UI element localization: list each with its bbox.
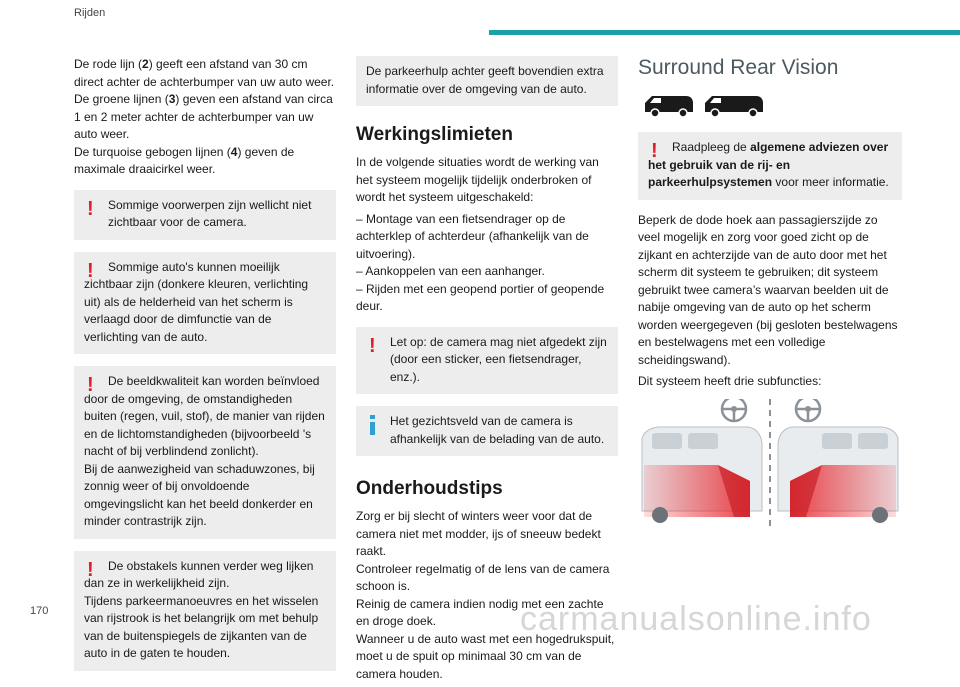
intro-paragraph: De rode lijn (2) geeft een afstand van 30 cm direct achter de achterbumper van uw auto weer. De groene lijnen (3) geven een afstand van circa 1 en 2 meter achter de achterbumper van uw auto weer. De turquoise gebogen lijnen (4) geven de maximale draaicirkel weer. (74, 57, 335, 176)
warning-notice (74, 551, 336, 671)
warning-icon: ! (87, 558, 94, 581)
watermark: carmanualsonline.info (520, 600, 872, 638)
steering-wheel-icon (722, 399, 746, 421)
column-middle (356, 56, 618, 687)
column-right (638, 56, 902, 534)
page-title: Surround Rear Vision (638, 56, 839, 79)
notice-text: Sommige auto's kunnen moeilijk zichtbaar zijn (donkere kleuren, verlichting uit) als de helderheid van het scherm is verlaagd door de dimfunctie van de verlichting van de auto. (84, 259, 309, 344)
list-item: – Montage van een fietsendrager op de achterklep of achterdeur (afhankelijk van de uitvoering). (356, 211, 589, 261)
warning-notice (74, 366, 336, 539)
tips-text: Zorg er bij slecht of winters weer voor dat de camera niet met modder, ijs of sneeuw bedekt raakt. Controleer regelmatig of de lens van de camera schoon is. Reinig de camera indien nodig met een zachte en droge doek. Wanneer u de auto wast met een hogedrukspuit, moet u de spuit op minimaal 30 cm van de camera houden. (356, 509, 615, 681)
body-paragraph-2: Dit systeem heeft drie subfuncties: (638, 374, 822, 388)
limits-list (356, 211, 618, 316)
section-header: Rijden (74, 7, 106, 19)
body-paragraph: Beperk de dode hoek aan passagierszijde zo veel mogelijk en zorg voor goed zicht op de zijkant en achterzijde van de auto door met het scherm dit systeem te gebruiken; dit systeem gebruikt twee camera’s waarvan beelden uit de nabije omgeving van de auto op het scherm worden weergegeven (bij gesloten bestelwagens en bestelwagens met een volledige scheidingswand). (638, 212, 898, 367)
list-item: – Aankoppelen van een aanhanger. (356, 264, 545, 278)
warning-icon: ! (87, 197, 94, 220)
notice-text: De obstakels kunnen verder weg lijken dan ze in werkelijkheid zijn. (84, 558, 314, 590)
van-long-icon (702, 92, 766, 120)
warning-icon: ! (87, 374, 94, 396)
notice-text: De beeldkwaliteit kan worden beïnvloed door de omgeving, de omstandigheden buiten (regen, vuil, stof), de manier van rijden en de lichtomstandigheden (bijvoorbeeld 's nacht of bij verblindend zonlicht). (84, 374, 325, 458)
page-number: 170 (30, 605, 49, 617)
warning-icon: ! (369, 334, 376, 357)
info-notice: Het gezichtsveld van de camera is afhankelijk van de belading van de auto. (356, 406, 618, 456)
camera-field-illustration (638, 399, 902, 529)
section-title-tips: Onderhoudstips (356, 478, 503, 499)
van-short-icon (642, 92, 696, 120)
notice-text: Bij de aanwezigheid van schaduwzones, bij zonnig weer of bij onvoldoende omgevingslicht kan het beeld donkerder en minder contrastrijk zijn. (84, 461, 315, 528)
steering-wheel-icon (796, 399, 820, 421)
notice-text: Tijdens parkeermanoeuvres en het wisselen van rijstrook is het belangrijk om met behulp van de buitenspiegels de zijkanten van de auto in de gaten te houden. (84, 593, 319, 660)
surround-rear-vision-diagram (638, 399, 902, 535)
info-icon (370, 415, 375, 435)
info-box: De parkeerhulp achter geeft bovendien extra informatie over de omgeving van de auto. (356, 56, 618, 106)
section-title-limits: Werkingslimieten (356, 124, 513, 145)
header-accent-bar (489, 30, 960, 35)
warning-icon: ! (87, 259, 94, 282)
warning-notice (74, 252, 336, 355)
list-item: – Rijden met een geopend portier of geopende deur. (356, 281, 605, 313)
notice-text: Raadpleeg de algemene adviezen over het gebruik van de rij- en parkeerhulpsystemen voor meer informatie. (648, 140, 889, 189)
warning-icon: ! (651, 140, 658, 162)
column-left (74, 56, 336, 683)
warning-notice: ! Sommige voorwerpen zijn wellicht niet zichtbaar voor de camera. (74, 190, 336, 240)
limits-intro: In de volgende situaties wordt de werking van het systeem mogelijk tijdelijk onderbroken of wordt het systeem uitgeschakeld: (356, 155, 599, 204)
vehicle-variant-icons (642, 92, 902, 120)
warning-notice (638, 132, 902, 200)
warning-notice: ! Let op: de camera mag niet afgedekt zijn (door een sticker, een fietsendrager, enz.). (356, 327, 618, 395)
